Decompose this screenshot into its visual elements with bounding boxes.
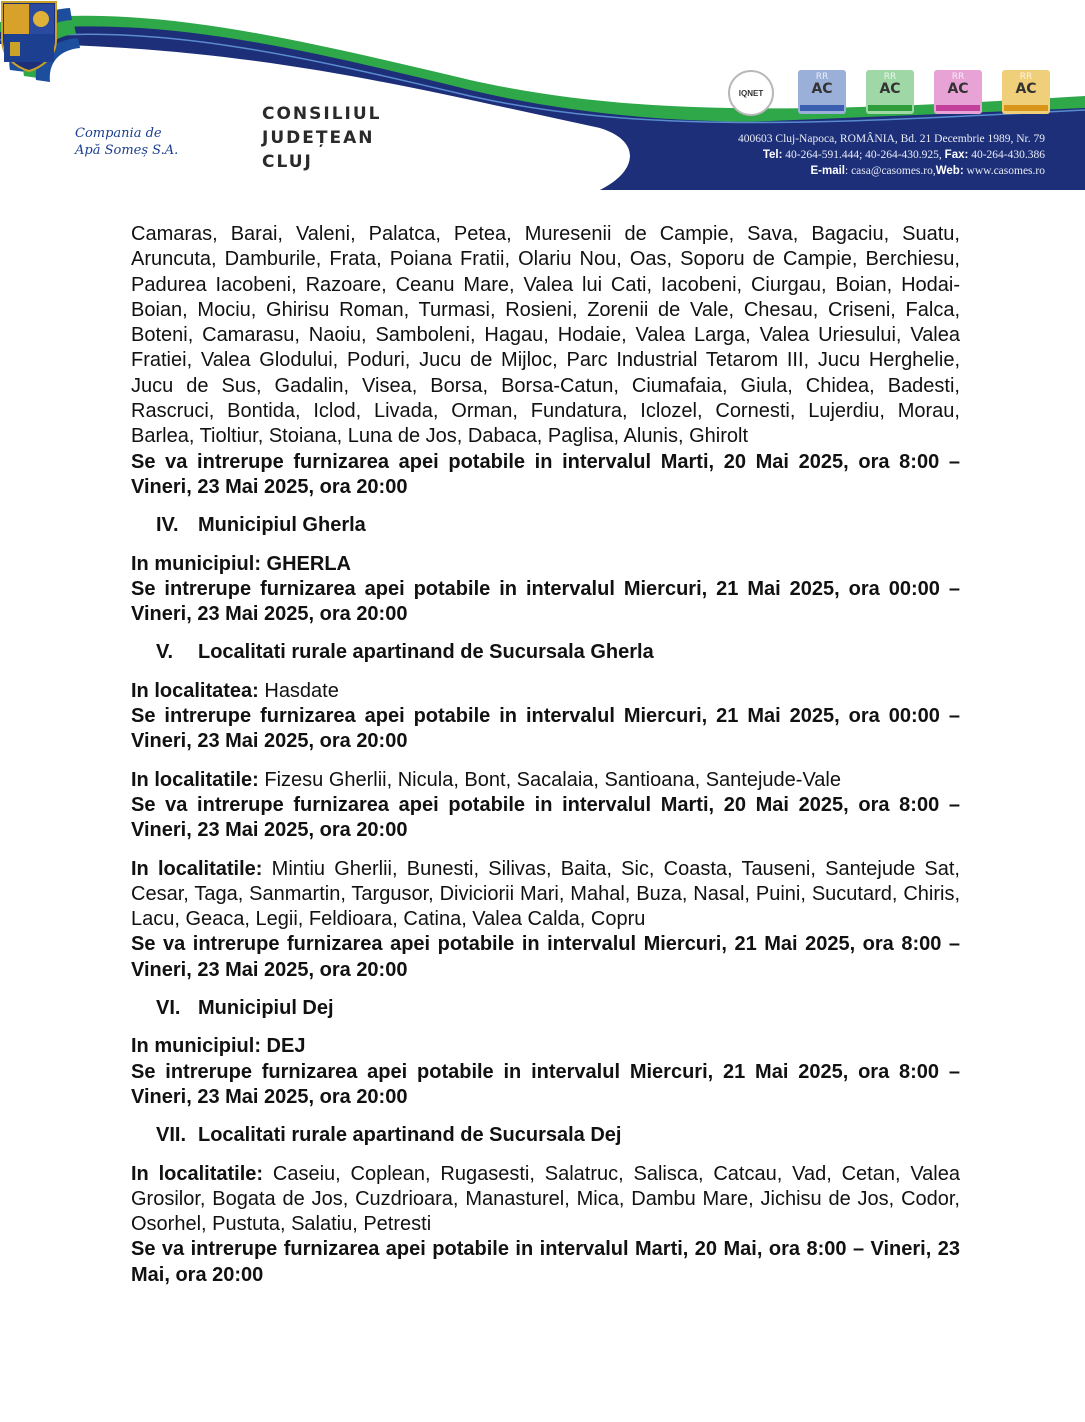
company-name: Compania de Apă Someș S.A. [75, 126, 179, 158]
council-name-line1: CONSILIUL [262, 104, 382, 124]
certification-badge: RR AC [866, 70, 914, 114]
section-heading-iv: IV. Municipiul Gherla [156, 514, 366, 537]
municipality-label: In municipiul: DEJ [131, 1035, 306, 1058]
interruption-notice: Se va intrerupe furnizarea apei potabile in intervalul Miercuri, 21 Mai 2025, ora 8:00 – Vineri, 23 Mai 2025, ora 20:00 [131, 933, 960, 981]
letterhead [0, 0, 1085, 200]
localities-list: In localitatile: Caseiu, Coplean, Rugasesti, Salatruc, Salisca, Catcau, Vad, Cetan, Valea Grosilor, Bogata de Jos, Cuzdrioara, Manasturel, Mica, Dambu Mare, Jichisu de Jos, Codor, Osorhel, Pustuta, Salatiu, Petresti [131, 1162, 960, 1236]
interruption-notice: Se intrerupe furnizarea apei potabile in intervalul Miercuri, 21 Mai 2025, ora 8:00 – Vineri, 23 Mai 2025, ora 20:00 [131, 1060, 960, 1108]
interruption-notice: Se va intrerupe furnizarea apei potabile in intervalul Marti, 20 Mai 2025, ora 8:00 – Vineri, 23 Mai 2025, ora 20:00 [131, 793, 960, 842]
interruption-notice: Se intrerupe furnizarea apei potabile in intervalul Miercuri, 21 Mai 2025, ora 00:00 – Vineri, 23 Mai 2025, ora 20:00 [131, 577, 960, 626]
contact-info [615, 131, 1045, 179]
section-heading-v: V. Localitati rurale apartinand de Sucursala Gherla [156, 641, 654, 664]
section-heading-vii: VII. Localitati rurale apartinand de Sucursala Dej [156, 1124, 622, 1147]
email-web-line: E-mail: casa@casomes.ro,Web: www.casomes.ro [810, 165, 1045, 177]
certification-badge: RR AC [934, 70, 982, 114]
certification-badge: RR AC [1002, 70, 1050, 114]
municipality-label: In municipiul: GHERLA [131, 552, 351, 575]
localities-list: In localitatile: Fizesu Gherlii, Nicula, Bont, Sacalaia, Santioana, Santejude-Vale [131, 768, 841, 791]
localities-list: In localitatea: Hasdate [131, 679, 339, 702]
interruption-notice: Se intrerupe furnizarea apei potabile in intervalul Miercuri, 21 Mai 2025, ora 00:00 – Vineri, 23 Mai 2025, ora 20:00 [131, 705, 960, 753]
address: 400603 Cluj-Napoca, ROMÂNIA, Bd. 21 Decembrie 1989, Nr. 79 [738, 133, 1045, 145]
certification-logos [728, 70, 1050, 116]
web-link[interactable]: www.casomes.ro [966, 165, 1045, 177]
phone-fax-line: Tel: 40-264-591.444; 40-264-430.925, Fax: 40-264-430.386 [762, 149, 1045, 161]
council-name [262, 102, 382, 174]
document-body [131, 222, 960, 1288]
council-name-line2: JUDEȚEAN [262, 128, 375, 148]
localities-list: In localitatile: Mintiu Gherlii, Bunesti, Silivas, Baita, Sic, Coasta, Tauseni, Santejude Sat, Cesar, Taga, Sanmartin, Targusor, Diviciorii Mari, Mahal, Buza, Nasal, Puini, Sucutard, Chiris, Lacu, Geaca, Legii, Feldioara, Catina, Valea Calda, Copru [131, 857, 960, 931]
interruption-notice: Se va intrerupe furnizarea apei potabile in intervalul Marti, 20 Mai 2025, ora 8:00 – Vineri, 23 Mai 2025, ora 20:00 [131, 450, 960, 498]
certification-badge: RR AC [798, 70, 846, 114]
council-crest-icon [0, 0, 58, 72]
interruption-notice: Se va intrerupe furnizarea apei potabile in intervalul Marti, 20 Mai, ora 8:00 – Vineri, 23 Mai, ora 20:00 [131, 1238, 960, 1286]
section-heading-vi: VI. Municipiul Dej [156, 997, 334, 1020]
council-name-line3: CLUJ [262, 152, 313, 172]
localities-list: Camaras, Barai, Valeni, Palatca, Petea, Muresenii de Campie, Sava, Bagaciu, Suatu, Aruncuta, Damburile, Frata, Poiana Fratii, Olariu Nou, Oas, Soporu de Campie, Berchiesu, Padurea Iacobeni, Razoare, Ceanu Mare, Valea lui Cati, Iacobeni, Ciurgau, Boian, Hodai-Boian, Mociu, Ghirisu Roman, Turmasi, Rosieni, Zorenii de Vale, Chesau, Criseni, Falca, Boteni, Camarasu, Naoiu, Samboleni, Hagau, Hodaie, Valea Larga, Valea Uriesului, Valea Fratiei, Valea Glodului, Poduri, Jucu de Mijloc, Parc Industrial Tetarom III, Jucu Herghelie, Jucu de Sus, Gadalin, Visea, Borsa, Borsa-Catun, Ciumafaia, Giula, Chidea, Badesti, Rascruci, Bontida, Iclod, Livada, Orman, Fundatura, Iclozel, Cornesti, Lujerdiu, Morau, Barlea, Tioltiur, Stoiana, Luna de Jos, Dabaca, Paglisa, Alunis, Ghirolt [131, 223, 960, 448]
iqnet-certification-badge: IQNET [728, 70, 774, 116]
email-link[interactable]: : casa@casomes.ro, [845, 165, 936, 177]
